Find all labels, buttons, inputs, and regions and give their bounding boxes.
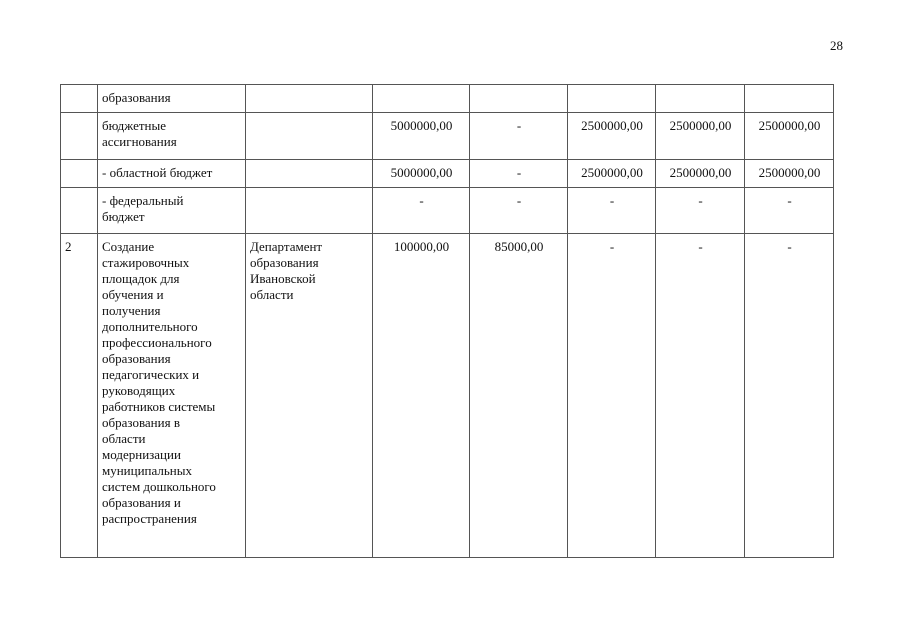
amount-cell: 2500000,00 (656, 113, 745, 160)
amount-cell (373, 85, 470, 113)
amount-cell: - (470, 113, 568, 160)
table-row (61, 188, 834, 234)
amount-cell: - (745, 234, 834, 558)
amount-cell: 2500000,00 (568, 113, 656, 160)
amount-cell: 2500000,00 (568, 160, 656, 188)
amount-cell: 2500000,00 (656, 160, 745, 188)
amount-cell (470, 85, 568, 113)
amount-cell: - (745, 188, 834, 234)
amount-cell: 5000000,00 (373, 113, 470, 160)
amount-cell: 2500000,00 (745, 113, 834, 160)
executor-cell (246, 85, 373, 113)
row-number-cell: 2 (61, 234, 98, 558)
amount-cell: - (568, 234, 656, 558)
table-row (61, 85, 834, 113)
amount-cell: - (568, 188, 656, 234)
amount-cell (745, 85, 834, 113)
amount-cell: - (470, 160, 568, 188)
amount-cell: - (470, 188, 568, 234)
activity-name-cell: - федеральный бюджет (98, 188, 246, 234)
table-row (61, 113, 834, 160)
amount-cell (568, 85, 656, 113)
amount-cell: 100000,00 (373, 234, 470, 558)
activity-name-cell: Создание стажировочных площадок для обучения и получения дополнительного профессионального образования педагогических и руководящих работников системы образования в области модернизации муниципальных систем дошкольного образования и распространения (98, 234, 246, 558)
executor-cell (246, 188, 373, 234)
page-number: 28 (830, 38, 843, 53)
row-number-cell (61, 188, 98, 234)
table-row (61, 160, 834, 188)
amount-cell: 2500000,00 (745, 160, 834, 188)
activity-name-cell: бюджетные ассигнования (98, 113, 246, 160)
amount-cell: - (373, 188, 470, 234)
amount-cell: - (656, 188, 745, 234)
row-number-cell (61, 113, 98, 160)
executor-cell (246, 113, 373, 160)
row-number-cell (61, 160, 98, 188)
table-row (61, 234, 834, 558)
executor-cell (246, 160, 373, 188)
activity-name-cell: образования (98, 85, 246, 113)
budget-table (60, 84, 834, 558)
row-number-cell (61, 85, 98, 113)
amount-cell: 5000000,00 (373, 160, 470, 188)
activity-name-cell: - областной бюджет (98, 160, 246, 188)
amount-cell (656, 85, 745, 113)
amount-cell: - (656, 234, 745, 558)
executor-cell: Департамент образования Ивановской области (246, 234, 373, 558)
amount-cell: 85000,00 (470, 234, 568, 558)
